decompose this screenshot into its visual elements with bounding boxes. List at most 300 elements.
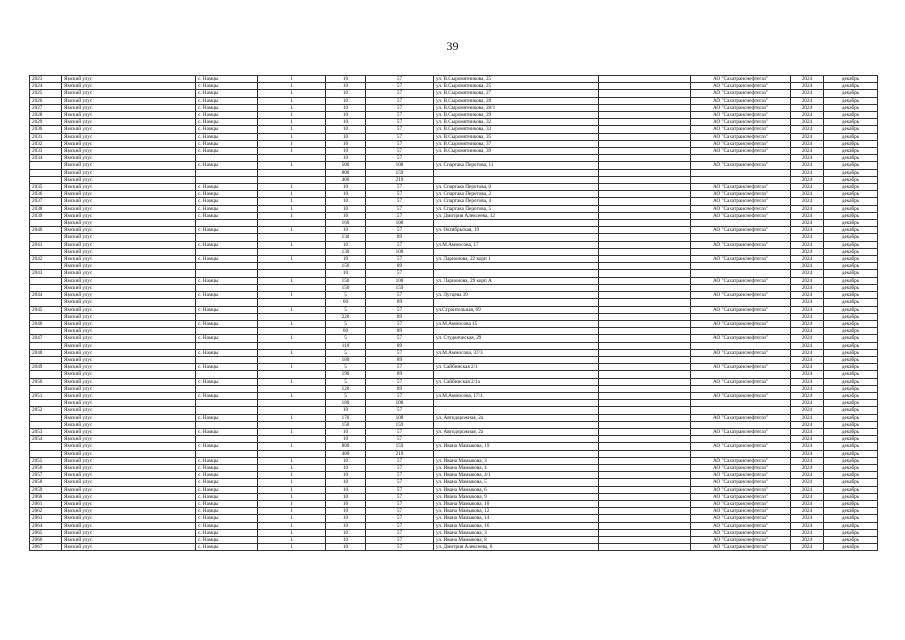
table-row — [30, 356, 878, 363]
row-number-cell: 2050 — [30, 378, 62, 385]
power-cell: 10 — [326, 544, 366, 551]
row-number-cell — [30, 169, 62, 176]
row-number-cell: 2058 — [30, 479, 62, 486]
settlement-cell: с. Намцы — [196, 320, 258, 327]
table-row — [30, 112, 878, 119]
year-cell: 2024 — [791, 378, 824, 385]
district-cell: Ямский улус — [62, 155, 196, 162]
district-cell: Ямский улус — [62, 270, 196, 277]
settlement-cell — [196, 270, 258, 277]
month-cell: декабрь — [824, 493, 878, 500]
power-cell: 10 — [326, 464, 366, 471]
organization-cell: АО "Сахатранснефтегаз" — [691, 191, 791, 198]
blank-cell — [599, 270, 691, 277]
district-cell: Ямский улус — [62, 378, 196, 385]
category-cell — [258, 299, 326, 306]
address-cell: ул. Автодорожная, 2а — [434, 428, 599, 435]
organization-cell — [691, 220, 791, 227]
month-cell: декабрь — [824, 256, 878, 263]
organization-cell — [691, 400, 791, 407]
power-cell: 10 — [326, 184, 366, 191]
year-cell: 2024 — [791, 328, 824, 335]
settlement-cell: с. Намцы — [196, 76, 258, 83]
power-cell: 10 — [326, 205, 366, 212]
category-cell: 1 — [258, 256, 326, 263]
settlement-cell: с. Намцы — [196, 335, 258, 342]
row-number-cell: 2056 — [30, 464, 62, 471]
organization-cell: АО "Сахатранснефтегаз" — [691, 428, 791, 435]
year-cell: 2024 — [791, 364, 824, 371]
power-cell: 10 — [326, 270, 366, 277]
row-number-cell — [30, 176, 62, 183]
settlement-cell: с. Намцы — [196, 364, 258, 371]
blank-cell — [599, 407, 691, 414]
blank-cell — [599, 76, 691, 83]
row-number-cell — [30, 263, 62, 270]
blank-cell — [599, 400, 691, 407]
power-cell: 5 — [326, 378, 366, 385]
district-cell: Ямский улус — [62, 479, 196, 486]
address-cell — [434, 169, 599, 176]
table-row — [30, 83, 878, 90]
row-number-cell — [30, 248, 62, 255]
district-cell: Ямский улус — [62, 119, 196, 126]
table-row — [30, 263, 878, 270]
organization-cell: АО "Сахатранснефтегаз" — [691, 320, 791, 327]
address-cell: ул. Ивана Мамыкова, 14 — [434, 515, 599, 522]
district-cell: Ямский улус — [62, 400, 196, 407]
organization-cell: АО "Сахатранснефтегаз" — [691, 104, 791, 111]
diameter-cell: 89 — [366, 234, 434, 241]
district-cell: Ямский улус — [62, 306, 196, 313]
address-cell: ул. Студенческая, 29 — [434, 335, 599, 342]
row-number-cell: 2039 — [30, 212, 62, 219]
address-cell: ул. Лугцева 39 — [434, 292, 599, 299]
table-row — [30, 270, 878, 277]
row-number-cell: 2047 — [30, 335, 62, 342]
organization-cell — [691, 263, 791, 270]
blank-cell — [599, 371, 691, 378]
diameter-cell: 57 — [366, 76, 434, 83]
blank-cell — [599, 155, 691, 162]
blank-cell — [599, 256, 691, 263]
blank-cell — [599, 212, 691, 219]
table-row — [30, 407, 878, 414]
month-cell: декабрь — [824, 364, 878, 371]
category-cell — [258, 169, 326, 176]
category-cell: 1 — [258, 479, 326, 486]
diameter-cell: 57 — [366, 104, 434, 111]
table-row — [30, 284, 878, 291]
year-cell: 2024 — [791, 155, 824, 162]
blank-cell — [599, 385, 691, 392]
diameter-cell: 57 — [366, 155, 434, 162]
month-cell: декабрь — [824, 184, 878, 191]
row-number-cell — [30, 234, 62, 241]
organization-cell: АО "Сахатранснефтегаз" — [691, 292, 791, 299]
address-cell: ул. Дмитрия Алексеева, 6 — [434, 544, 599, 551]
organization-cell: АО "Сахатранснефтегаз" — [691, 378, 791, 385]
diameter-cell: 159 — [366, 169, 434, 176]
category-cell — [258, 450, 326, 457]
diameter-cell: 159 — [366, 443, 434, 450]
table-row — [30, 126, 878, 133]
category-cell — [258, 176, 326, 183]
settlement-cell: с. Намцы — [196, 414, 258, 421]
diameter-cell: 108 — [366, 277, 434, 284]
blank-cell — [599, 515, 691, 522]
power-cell: 10 — [326, 500, 366, 507]
data-table — [29, 75, 878, 551]
table-row — [30, 428, 878, 435]
year-cell: 2024 — [791, 104, 824, 111]
table-row — [30, 392, 878, 399]
month-cell: декабрь — [824, 313, 878, 320]
diameter-cell: 57 — [366, 97, 434, 104]
table-row — [30, 515, 878, 522]
row-number-cell: 2044 — [30, 292, 62, 299]
table-row — [30, 479, 878, 486]
blank-cell — [599, 140, 691, 147]
power-cell: 5 — [326, 392, 366, 399]
diameter-cell: 57 — [366, 428, 434, 435]
address-cell — [434, 234, 599, 241]
settlement-cell: с. Намцы — [196, 140, 258, 147]
month-cell: декабрь — [824, 457, 878, 464]
district-cell: Ямский улус — [62, 263, 196, 270]
address-cell: ул. Спартака Перотова, 4 — [434, 198, 599, 205]
power-cell: 180 — [326, 400, 366, 407]
district-cell: Ямский улус — [62, 428, 196, 435]
settlement-cell: с. Намцы — [196, 529, 258, 536]
settlement-cell: с. Намцы — [196, 486, 258, 493]
category-cell: 1 — [258, 76, 326, 83]
address-cell: ул.М.Аммосова, 37/3 — [434, 349, 599, 356]
organization-cell: АО "Сахатранснефтегаз" — [691, 97, 791, 104]
blank-cell — [599, 227, 691, 234]
diameter-cell: 108 — [366, 414, 434, 421]
district-cell: Ямский улус — [62, 356, 196, 363]
organization-cell: АО "Сахатранснефтегаз" — [691, 90, 791, 97]
diameter-cell: 57 — [366, 515, 434, 522]
power-cell: 10 — [326, 112, 366, 119]
table-row — [30, 140, 878, 147]
year-cell: 2024 — [791, 421, 824, 428]
year-cell: 2024 — [791, 428, 824, 435]
settlement-cell — [196, 220, 258, 227]
organization-cell: АО "Сахатранснефтегаз" — [691, 522, 791, 529]
table-row — [30, 104, 878, 111]
table-row — [30, 97, 878, 104]
category-cell: 1 — [258, 198, 326, 205]
year-cell: 2024 — [791, 256, 824, 263]
category-cell: 1 — [258, 83, 326, 90]
organization-cell: АО "Сахатранснефтегаз" — [691, 241, 791, 248]
category-cell: 1 — [258, 205, 326, 212]
table-row — [30, 184, 878, 191]
category-cell: 1 — [258, 227, 326, 234]
settlement-cell: с. Намцы — [196, 241, 258, 248]
table-row — [30, 313, 878, 320]
organization-cell: АО "Сахатранснефтегаз" — [691, 472, 791, 479]
organization-cell — [691, 299, 791, 306]
settlement-cell: с. Намцы — [196, 515, 258, 522]
table-row — [30, 529, 878, 536]
address-cell: ул. В.Сыромятникова, 33 — [434, 126, 599, 133]
year-cell: 2024 — [791, 119, 824, 126]
category-cell: 1 — [258, 537, 326, 544]
blank-cell — [599, 349, 691, 356]
row-number-cell: 2032 — [30, 140, 62, 147]
blank-cell — [599, 508, 691, 515]
table-row — [30, 292, 878, 299]
blank-cell — [599, 320, 691, 327]
organization-cell: АО "Сахатранснефтегаз" — [691, 198, 791, 205]
address-cell: ул. В.Сыромятникова, 39 — [434, 148, 599, 155]
organization-cell: АО "Сахатранснефтегаз" — [691, 140, 791, 147]
year-cell: 2024 — [791, 212, 824, 219]
district-cell: Ямский улус — [62, 407, 196, 414]
settlement-cell — [196, 328, 258, 335]
power-cell: 150 — [326, 277, 366, 284]
row-number-cell: 2054 — [30, 436, 62, 443]
row-number-cell: 2048 — [30, 349, 62, 356]
month-cell: декабрь — [824, 212, 878, 219]
district-cell: Ямский улус — [62, 220, 196, 227]
month-cell: декабрь — [824, 277, 878, 284]
category-cell — [258, 400, 326, 407]
diameter-cell: 57 — [366, 184, 434, 191]
row-number-cell: 2037 — [30, 198, 62, 205]
settlement-cell: с. Намцы — [196, 277, 258, 284]
district-cell: Ямский улус — [62, 133, 196, 140]
district-cell: Ямский улус — [62, 241, 196, 248]
power-cell: 10 — [326, 119, 366, 126]
year-cell: 2024 — [791, 320, 824, 327]
table-row — [30, 133, 878, 140]
blank-cell — [599, 198, 691, 205]
month-cell: декабрь — [824, 191, 878, 198]
year-cell: 2024 — [791, 277, 824, 284]
table-row — [30, 371, 878, 378]
month-cell: декабрь — [824, 400, 878, 407]
diameter-cell: 57 — [366, 241, 434, 248]
year-cell: 2024 — [791, 464, 824, 471]
row-number-cell — [30, 385, 62, 392]
category-cell: 1 — [258, 529, 326, 536]
table-row — [30, 537, 878, 544]
settlement-cell — [196, 169, 258, 176]
power-cell: 10 — [326, 522, 366, 529]
table-body — [30, 76, 878, 551]
district-cell: Ямский улус — [62, 292, 196, 299]
blank-cell — [599, 248, 691, 255]
district-cell: Ямский улус — [62, 126, 196, 133]
year-cell: 2024 — [791, 407, 824, 414]
month-cell: декабрь — [824, 537, 878, 544]
address-cell: ул. Ивана Мамыкова, 3 — [434, 529, 599, 536]
row-number-cell: 2026 — [30, 97, 62, 104]
category-cell: 1 — [258, 392, 326, 399]
blank-cell — [599, 284, 691, 291]
power-cell: 10 — [326, 133, 366, 140]
row-number-cell: 2023 — [30, 76, 62, 83]
category-cell — [258, 371, 326, 378]
diameter-cell: 57 — [366, 270, 434, 277]
diameter-cell: 89 — [366, 263, 434, 270]
district-cell: Ямский улус — [62, 385, 196, 392]
year-cell: 2024 — [791, 184, 824, 191]
category-cell: 1 — [258, 320, 326, 327]
year-cell: 2024 — [791, 234, 824, 241]
settlement-cell: с. Намцы — [196, 472, 258, 479]
district-cell: Ямский улус — [62, 493, 196, 500]
row-number-cell — [30, 356, 62, 363]
month-cell: декабрь — [824, 500, 878, 507]
blank-cell — [599, 464, 691, 471]
settlement-cell: с. Намцы — [196, 112, 258, 119]
address-cell — [434, 284, 599, 291]
category-cell: 1 — [258, 515, 326, 522]
power-cell: 10 — [326, 537, 366, 544]
address-cell: ул. Сайбинская 2/1а — [434, 378, 599, 385]
power-cell: 60 — [326, 328, 366, 335]
address-cell: ул. Ивана Мамыкова, 12 — [434, 508, 599, 515]
address-cell: ул.М.Аммосова 15 — [434, 320, 599, 327]
address-cell — [434, 407, 599, 414]
address-cell — [434, 371, 599, 378]
district-cell: Ямский улус — [62, 500, 196, 507]
settlement-cell: с. Намцы — [196, 133, 258, 140]
address-cell: ул. Ивана Мамыкова, 10 — [434, 500, 599, 507]
organization-cell: АО "Сахатранснефтегаз" — [691, 349, 791, 356]
table-row — [30, 299, 878, 306]
organization-cell — [691, 270, 791, 277]
year-cell: 2024 — [791, 191, 824, 198]
category-cell — [258, 248, 326, 255]
power-cell: 10 — [326, 428, 366, 435]
settlement-cell: с. Намцы — [196, 428, 258, 435]
organization-cell — [691, 450, 791, 457]
diameter-cell: 57 — [366, 436, 434, 443]
address-cell — [434, 400, 599, 407]
settlement-cell: с. Намцы — [196, 508, 258, 515]
address-cell — [434, 356, 599, 363]
organization-cell: АО "Сахатранснефтегаз" — [691, 148, 791, 155]
blank-cell — [599, 299, 691, 306]
month-cell: декабрь — [824, 450, 878, 457]
blank-cell — [599, 313, 691, 320]
power-cell: 110 — [326, 342, 366, 349]
power-cell: 400 — [326, 450, 366, 457]
row-number-cell: 2066 — [30, 537, 62, 544]
organization-cell — [691, 248, 791, 255]
district-cell: Ямский улус — [62, 277, 196, 284]
power-cell: 190 — [326, 371, 366, 378]
address-cell — [434, 155, 599, 162]
district-cell: Ямский улус — [62, 205, 196, 212]
table-row — [30, 500, 878, 507]
row-number-cell: 2064 — [30, 522, 62, 529]
table-row — [30, 400, 878, 407]
row-number-cell — [30, 371, 62, 378]
address-cell: ул. В.Сыромятникова, 37 — [434, 140, 599, 147]
district-cell: Ямский улус — [62, 313, 196, 320]
organization-cell — [691, 371, 791, 378]
district-cell: Ямский улус — [62, 320, 196, 327]
year-cell: 2024 — [791, 443, 824, 450]
address-cell: ул. В.Сыромятникова, 32 — [434, 119, 599, 126]
table-row — [30, 443, 878, 450]
category-cell — [258, 220, 326, 227]
organization-cell — [691, 328, 791, 335]
blank-cell — [599, 169, 691, 176]
table-row — [30, 90, 878, 97]
district-cell: Ямский улус — [62, 508, 196, 515]
address-cell — [434, 263, 599, 270]
settlement-cell: с. Намцы — [196, 191, 258, 198]
settlement-cell: с. Намцы — [196, 83, 258, 90]
category-cell: 1 — [258, 112, 326, 119]
settlement-cell — [196, 263, 258, 270]
table-row — [30, 342, 878, 349]
address-cell — [434, 450, 599, 457]
category-cell: 1 — [258, 522, 326, 529]
blank-cell — [599, 191, 691, 198]
table-row — [30, 227, 878, 234]
diameter-cell: 57 — [366, 407, 434, 414]
diameter-cell: 159 — [366, 284, 434, 291]
year-cell: 2024 — [791, 198, 824, 205]
blank-cell — [599, 205, 691, 212]
organization-cell: АО "Сахатранснефтегаз" — [691, 335, 791, 342]
district-cell: Ямский улус — [62, 450, 196, 457]
category-cell: 1 — [258, 500, 326, 507]
power-cell: 10 — [326, 407, 366, 414]
month-cell: декабрь — [824, 299, 878, 306]
power-cell: 5 — [326, 320, 366, 327]
row-number-cell: 2055 — [30, 457, 62, 464]
blank-cell — [599, 176, 691, 183]
category-cell: 1 — [258, 277, 326, 284]
diameter-cell: 108 — [366, 400, 434, 407]
row-number-cell: 2060 — [30, 493, 62, 500]
settlement-cell — [196, 400, 258, 407]
organization-cell — [691, 421, 791, 428]
month-cell: декабрь — [824, 421, 878, 428]
blank-cell — [599, 500, 691, 507]
district-cell: Ямский улус — [62, 256, 196, 263]
row-number-cell: 2049 — [30, 364, 62, 371]
power-cell: 10 — [326, 83, 366, 90]
month-cell: декабрь — [824, 248, 878, 255]
month-cell: декабрь — [824, 126, 878, 133]
month-cell: декабрь — [824, 90, 878, 97]
diameter-cell: 57 — [366, 191, 434, 198]
blank-cell — [599, 356, 691, 363]
settlement-cell: с. Намцы — [196, 97, 258, 104]
table-row — [30, 421, 878, 428]
month-cell: декабрь — [824, 371, 878, 378]
month-cell: декабрь — [824, 227, 878, 234]
table-row — [30, 248, 878, 255]
month-cell: декабрь — [824, 176, 878, 183]
year-cell: 2024 — [791, 493, 824, 500]
power-cell: 180 — [326, 356, 366, 363]
diameter-cell: 57 — [366, 544, 434, 551]
diameter-cell: 57 — [366, 486, 434, 493]
row-number-cell: 2030 — [30, 126, 62, 133]
